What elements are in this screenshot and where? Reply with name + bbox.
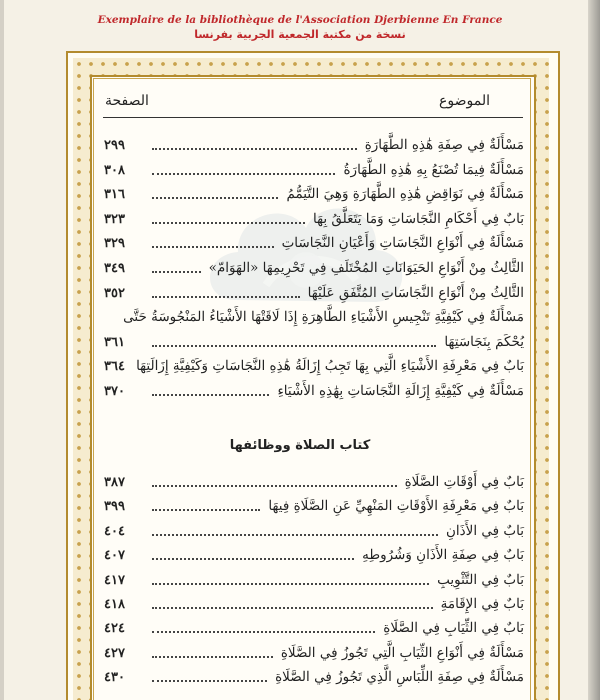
toc-entry-page: ٣٨٧ [104, 475, 125, 490]
toc-entry-title: بَابٌ فِي التَّثْوِيبِ [437, 571, 524, 588]
toc-entry-title: بَابٌ فِي الثِّيَابِ فِي الصَّلَاةِ [383, 620, 524, 637]
toc-entry-title: يُحْكَمَ بِنَجَاسَتِهَا [444, 333, 524, 350]
toc-leader-dots [152, 631, 375, 633]
toc-leader-dots [152, 534, 438, 536]
toc-leader-dots [152, 296, 300, 298]
toc-entry-title: مَسْأَلَةٌ فِي أَنْوَاعِ النَّجَاسَاتِ وَأَعْيَانِ النَّجَاسَاتِ [281, 235, 524, 252]
toc-leader-dots [152, 222, 305, 224]
toc-entry-page: ٣٧٠ [104, 384, 125, 399]
toc-entry-page: ٤٠٧ [104, 548, 125, 564]
toc-entry [104, 572, 524, 594]
toc-entry [104, 498, 524, 520]
toc-entry-page: ٤١٨ [104, 597, 125, 612]
toc-entry-title: بَابٌ فِي أَحْكَامِ النَّجَاسَاتِ وَمَا يَتَعَلَّقُ بِهَا [313, 210, 524, 227]
toc-entry-page: ٤٢٧ [104, 645, 125, 661]
toc-entry [104, 235, 524, 257]
toc-leader-dots [152, 173, 335, 175]
toc-entry-page: ٣٢٣ [104, 211, 125, 227]
toc-entry-page: ٣٠٨ [104, 162, 125, 178]
toc-entry [104, 358, 524, 380]
toc-entry-title: مَسْأَلَةٌ فِي صِفَةِ اللِّبَاسِ الَّذِي تَجُوزُ فِي الصَّلَاةِ [275, 669, 524, 686]
toc-leader-dots [152, 558, 354, 560]
toc-entry-page: ٤٢٤ [104, 621, 125, 637]
section-heading: كتاب الصلاة ووظائفها [229, 438, 371, 453]
header-rule [103, 117, 523, 118]
toc-leader-dots [152, 607, 433, 609]
toc-entry [104, 474, 524, 496]
header-topic-label: الموضوع [439, 93, 490, 109]
toc-leader-dots [152, 656, 273, 658]
toc-leader-dots [152, 394, 269, 396]
toc-entry-title: مَسْأَلَةٌ فِي نَوَاقِضِ هَٰذِهِ الطَّهَارَةِ وَهِيَ التَّيَمُّمُ [286, 186, 524, 203]
toc-entry-title: بَابٌ فِي صِفَةِ الأَذَانِ وَشُرُوطِهِ [362, 547, 524, 564]
toc-entry-page: ٣٥٢ [104, 285, 125, 301]
toc-entry [104, 669, 524, 691]
toc-entry [104, 260, 524, 282]
toc-leader-dots [152, 246, 274, 248]
toc-entry-title: بَابٌ فِي أَوْقَاتِ الصَّلَاةِ [404, 474, 524, 490]
toc-entry-title: مَسْأَلَةٌ فِيمَا تُصْنَعُ بِهِ هَٰذِهِ الطَّهَارَةُ [343, 161, 524, 178]
toc-leader-dots [152, 148, 357, 150]
toc-entry-page: ٣٩٩ [104, 499, 125, 515]
header-page-label: الصفحة [105, 93, 149, 109]
toc-leader-dots [152, 197, 278, 199]
toc-entry [104, 285, 524, 307]
toc-leader-dots [152, 485, 397, 487]
toc-entry-page: ٣٤٩ [104, 261, 125, 276]
toc-entry [104, 547, 524, 569]
toc-entry-page: ٣٦١ [104, 334, 125, 350]
library-stamp-arabic: نسخة من مكتبة الجمعية الجربية بفرنسا [194, 28, 406, 41]
toc-entry-page: ٢٩٩ [104, 138, 125, 153]
toc-entry-page: ٤٠٤ [104, 523, 125, 539]
toc-entry [104, 137, 524, 159]
library-stamp-french: Exemplaire de la bibliothèque de l'Association Djerbienne En France [97, 14, 503, 26]
toc-entry-title: الثَّالِثُ مِنْ أَنْوَاعِ الحَيَوَانَاتِ المُخْتَلَفِ فِي تَحْرِيمِهَا «الهَوَامّ» [208, 260, 524, 276]
page-left-edge [0, 0, 4, 700]
toc-entry [104, 620, 524, 642]
toc-entry [104, 523, 524, 545]
toc-entry [104, 334, 524, 356]
toc-entry-page: ٣٢٩ [104, 236, 125, 252]
toc-leader-dots [152, 345, 436, 347]
toc-entry-title: مَسْأَلَةٌ فِي كَيْفِيَّةِ إِزَالَةِ النَّجَاسَاتِ بِهَٰذِهِ الأَشْيَاءِ [277, 383, 524, 399]
toc-entry-page: ٣١٦ [104, 187, 125, 203]
page-right-edge-shadow [588, 0, 600, 700]
toc-entry-page: ٤١٧ [104, 572, 125, 588]
toc-leader-dots [152, 680, 267, 682]
toc-entry [104, 645, 524, 667]
toc-entry-title: بَابٌ فِي مَعْرِفَةِ الأَشْيَاءِ الَّتِي بِهَا تَجِبُ إِزَالَةُ هَٰذِهِ النَّجَاسَاتِ وَكَيْفِيَّةِ إِزَالَتِهَا [136, 358, 524, 375]
toc-entry-title: بَابٌ فِي مَعْرِفَةِ الأَوْقَاتِ المَنْهِيِّ عَنِ الصَّلَاةِ فِيهَا [268, 498, 524, 515]
toc-entry-title: الثَّالِثُ مِنْ أَنْوَاعِ النَّجَاسَاتِ المُتَّفَقِ عَلَيْهَا [307, 284, 524, 301]
toc-entry [104, 211, 524, 233]
toc-entry-title: مَسْأَلَةٌ فِي صِفَةِ هَٰذِهِ الطَّهَارَةِ [364, 137, 524, 153]
toc-entry-title: بَابٌ فِي الأَذَانِ [446, 522, 524, 539]
toc-leader-dots [152, 583, 429, 585]
toc-entry [104, 186, 524, 208]
toc-leader-dots [152, 509, 260, 511]
toc-entry [104, 162, 524, 184]
toc-entry-page: ٣٦٤ [104, 359, 125, 375]
toc-entry-title: مَسْأَلَةٌ فِي أَنْوَاعِ الثِّيَابِ الَّتِي تَجُوزُ فِي الصَّلَاةِ [280, 644, 524, 661]
toc-entry-title: بَابٌ فِي الإِقَامَةِ [440, 596, 524, 612]
toc-entry-title: مَسْأَلَةٌ فِي كَيْفِيَّةِ تَنْجِيسِ الأَشْيَاءِ الطَّاهِرَةِ إِذَا لَاقَتْهَا الأَشْيَاءُ المَنْجُوسَةُ حَتَّى [123, 309, 524, 326]
toc-entry-page: ٤٣٠ [104, 670, 125, 686]
toc-entry [104, 383, 524, 405]
toc-entry [104, 596, 524, 618]
toc-entry [104, 309, 524, 331]
toc-leader-dots [152, 271, 201, 273]
